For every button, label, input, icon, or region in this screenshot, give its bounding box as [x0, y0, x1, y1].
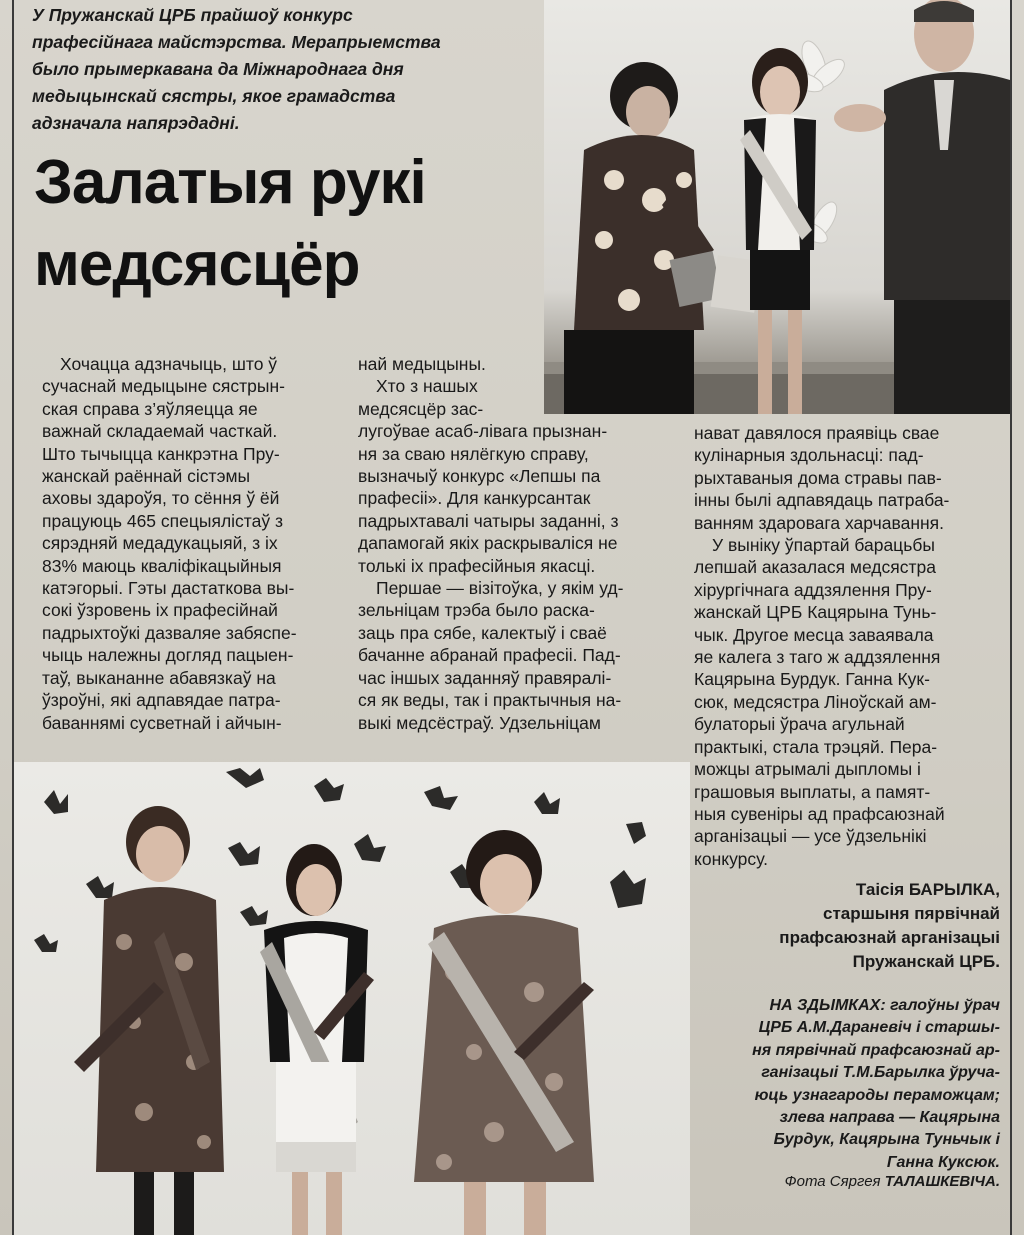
award-ceremony-illustration	[544, 0, 1010, 414]
text-line: падрыхтоўкі дазваляе забяспе-	[42, 622, 297, 643]
text-line: сучаснай медыцыне сястрын-	[42, 376, 285, 397]
text-line: інны былі адпавядаць патраба-	[694, 490, 950, 511]
text-line: най медыцыны.	[358, 354, 486, 374]
signature-line: Пружанскай ЦРБ.	[852, 952, 1000, 971]
text-line: можцы атрымалі дыпломы і	[694, 759, 921, 780]
text-line: выкі медсёстраў. Удзельніцам	[358, 712, 601, 733]
text-line: хірургічнага аддзялення Пру-	[694, 579, 932, 600]
text-line: зельніцам трэба было раска-	[358, 600, 595, 621]
caption-line: юць узнагароды пераможцам;	[754, 1086, 1000, 1104]
lead-line: У Пружанскай ЦРБ прайшоў конкурс	[32, 5, 353, 25]
credit-name: ТАЛАШКЕВІЧА.	[884, 1173, 1000, 1190]
text-line: Хто з нашых	[376, 376, 478, 397]
photo-captions	[694, 995, 1000, 1174]
text-line: 83% маюць кваліфікацыйныя	[42, 555, 282, 576]
author-signature	[700, 878, 1000, 974]
text-line: нават давялося праявіць свае	[694, 423, 940, 443]
headline-line: медсясцёр	[34, 230, 360, 299]
winners-illustration	[14, 762, 690, 1235]
text-line: сюк, медсястра Ліноўскай ам-	[694, 691, 937, 712]
text-line: толькі іх прафесійныя якасці.	[358, 555, 596, 576]
text-line: лугоўвае асаб-лівага прызнан-	[358, 421, 608, 442]
article-column-3	[694, 422, 1000, 870]
text-line: важнай складаемай часткай.	[42, 421, 278, 442]
caption-line: Бурдук, Кацярына Туньчык і	[773, 1131, 1000, 1149]
text-line: працуюць 465 спецыялістаў з	[42, 510, 283, 531]
text-line: Хочацца адзначыць, што ў	[60, 354, 278, 374]
headline-line: Залатыя рукі	[34, 148, 426, 217]
text-line: Што тычыцца канкрэтна Пру-	[42, 443, 280, 464]
text-line: Першае — візітоўка, у якім уд-	[376, 578, 624, 599]
text-line: чыць належны догляд пацыен-	[42, 645, 294, 666]
text-line: арганізацыі — усе ўдзельнікі	[694, 826, 927, 847]
text-line: ская справа з’яўляецца яе	[42, 398, 258, 419]
text-line: жанскай раённай сістэмы	[42, 466, 251, 487]
text-line: аховы здароўя, то сёння ў ёй	[42, 488, 280, 509]
article-column-1	[42, 353, 342, 734]
lead-line: медыцынскай сястры, якое грамадства	[32, 86, 396, 106]
text-line: ванням здаровага харчавання.	[694, 512, 944, 533]
text-line: ня за сваю нялёгкую справу,	[358, 443, 589, 464]
text-line: бачанне абранай прафесіі. Пад-	[358, 645, 621, 666]
text-line: таў, выкананне абавязкаў на	[42, 667, 276, 688]
lead-line: прафесійнага майстэрства. Мерапрыемства	[32, 32, 441, 52]
text-line: прафесіі». Для канкурсантак	[358, 488, 591, 509]
text-line: ся як веды, так і практычныя на-	[358, 690, 622, 711]
article-headline	[34, 142, 544, 306]
signature-line: старшыня пярвічнай	[822, 904, 1000, 923]
text-line: конкурсу.	[694, 848, 768, 869]
credit-prefix: Фота Сяргея	[784, 1173, 885, 1190]
text-line: У выніку ўпартай барацьбы	[712, 535, 935, 556]
text-line: баваннямі сусветнай і айчын-	[42, 712, 282, 733]
text-line: чык. Другое месца заваявала	[694, 624, 934, 645]
text-line: сярэдняй медадукацыяй, з іх	[42, 533, 278, 554]
text-line: Кацярына Бурдук. Ганна Кук-	[694, 669, 930, 690]
signature-line: прафсаюзнай арганізацыі	[779, 928, 1000, 947]
text-line: кулінарныя здольнасці: пад-	[694, 445, 924, 466]
photo-credit	[700, 1172, 1000, 1192]
text-line: жанскай ЦРБ Кацярына Тунь-	[694, 602, 937, 623]
text-line: ныя сувеніры ад прафсаюзнай	[694, 803, 945, 824]
lead-line: адзначала напярэдадні.	[32, 113, 240, 133]
text-line: дапамогай якіх раскрываліся не	[358, 533, 618, 554]
text-line: практыкі, стала трэцяй. Пера-	[694, 736, 938, 757]
article-lead	[32, 2, 552, 137]
caption-line: ЦРБ А.М.Дараневіч і старшы-	[758, 1019, 1000, 1037]
text-line: яе калега з таго ж аддзялення	[694, 647, 941, 668]
text-line: вызначыў конкурс «Лепшы па	[358, 466, 601, 487]
text-line: заць пра сябе, калектыў і сваё	[358, 622, 607, 643]
article-column-2	[358, 353, 668, 734]
text-line: рыхтаваныя дома стравы пав-	[694, 467, 942, 488]
text-line: грашовыя выплаты, а памят-	[694, 781, 931, 802]
winners-photo	[14, 762, 690, 1235]
caption-line: ганізацыі Т.М.Барылка ўруча-	[761, 1064, 1000, 1082]
text-line: час іншых заданняў правяралі-	[358, 667, 612, 688]
caption-line: злева направа — Кацярына	[779, 1109, 1000, 1127]
column-rule-right	[1010, 0, 1012, 1235]
caption-line: НА ЗДЫМКАХ: галоўны ўрач	[769, 997, 1000, 1014]
award-ceremony-photo	[544, 0, 1010, 414]
text-line: катэгорыі. Гэты дастаткова вы-	[42, 578, 295, 599]
text-line: булаторыі ўрача агульнай	[694, 714, 905, 735]
text-line: медсясцёр зас-	[358, 398, 484, 419]
signature-line: Таісія БАРЫЛКА,	[855, 880, 1000, 899]
text-line: ўзроўні, які адпавядае патра-	[42, 690, 281, 711]
caption-line: ня пярвічнай прафсаюзнай ар-	[752, 1041, 1000, 1059]
text-line: лепшай аказалася медсястра	[694, 557, 936, 578]
caption-line: Ганна Куксюк.	[886, 1153, 1000, 1171]
lead-line: было прымеркавана да Міжнароднага дня	[32, 59, 404, 79]
text-line: падрыхтавалі чатыры заданні, з	[358, 510, 619, 531]
text-line: сокі ўзровень іх прафесійнай	[42, 600, 278, 621]
